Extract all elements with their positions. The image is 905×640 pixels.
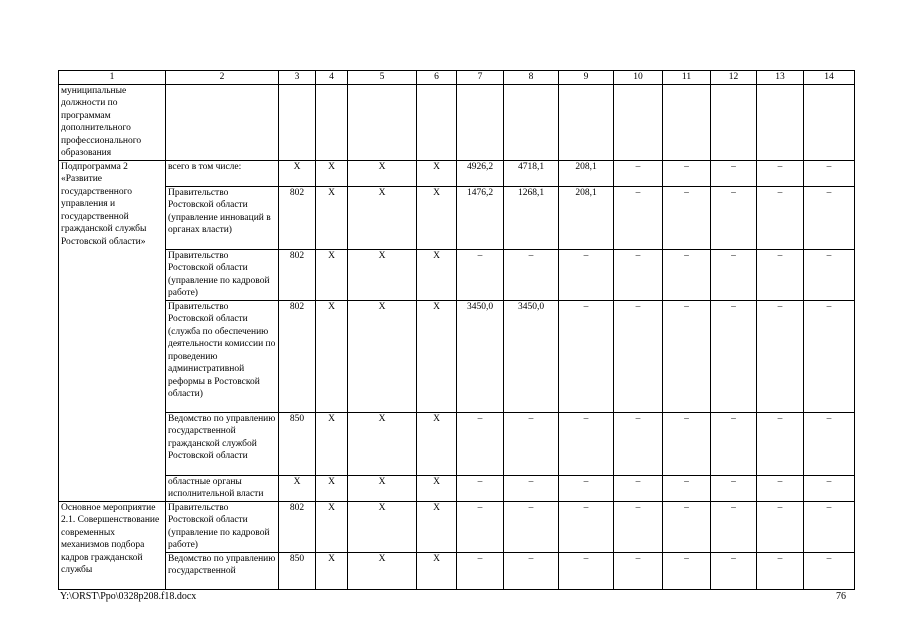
value-cell: X bbox=[417, 300, 457, 412]
value-cell: – bbox=[504, 501, 559, 552]
column-header: 8 bbox=[504, 71, 559, 85]
value-cell: – bbox=[504, 475, 559, 501]
value-cell: 802 bbox=[279, 186, 316, 249]
value-cell: X bbox=[348, 412, 417, 475]
page-number: 76 bbox=[836, 591, 846, 602]
value-cell: – bbox=[757, 552, 804, 589]
value-cell bbox=[316, 84, 348, 160]
value-cell: X bbox=[316, 300, 348, 412]
value-cell: – bbox=[504, 249, 559, 300]
value-cell: – bbox=[804, 552, 855, 589]
value-cell: 850 bbox=[279, 412, 316, 475]
value-cell: X bbox=[417, 501, 457, 552]
executor-cell: областные органы исполнительной власти bbox=[166, 475, 279, 501]
budget-table bbox=[58, 70, 855, 590]
value-cell: – bbox=[559, 501, 614, 552]
executor-cell: Ведомство по управлению государственной гражданской службой Ростовской области bbox=[166, 412, 279, 475]
value-cell: – bbox=[757, 475, 804, 501]
value-cell: – bbox=[711, 300, 757, 412]
value-cell: X bbox=[279, 475, 316, 501]
value-cell: – bbox=[757, 249, 804, 300]
value-cell bbox=[804, 84, 855, 160]
value-cell: 208,1 bbox=[559, 160, 614, 186]
value-cell: – bbox=[711, 412, 757, 475]
value-cell: – bbox=[663, 412, 711, 475]
column-header: 6 bbox=[417, 71, 457, 85]
executor-cell: Правительство Ростовской области (управление инноваций в органах власти) bbox=[166, 186, 279, 249]
value-cell: X bbox=[348, 475, 417, 501]
table-row bbox=[59, 475, 855, 501]
value-cell: – bbox=[711, 249, 757, 300]
value-cell: X bbox=[348, 552, 417, 589]
executor-cell: Ведомство по управлению государственной bbox=[166, 552, 279, 589]
value-cell: X bbox=[279, 160, 316, 186]
value-cell: – bbox=[614, 475, 663, 501]
table-row bbox=[59, 412, 855, 475]
value-cell: – bbox=[757, 186, 804, 249]
value-cell: – bbox=[804, 249, 855, 300]
program-name-cell: муниципальные должности по программам дополнительного профессионального образования bbox=[59, 84, 166, 160]
value-cell: 1268,1 bbox=[504, 186, 559, 249]
value-cell: – bbox=[663, 501, 711, 552]
value-cell: X bbox=[348, 186, 417, 249]
value-cell: – bbox=[757, 300, 804, 412]
value-cell: – bbox=[757, 412, 804, 475]
value-cell: – bbox=[457, 412, 504, 475]
value-cell bbox=[663, 84, 711, 160]
value-cell: X bbox=[348, 501, 417, 552]
document-path: Y:\ORST\Ppo\0328p208.f18.docx bbox=[60, 591, 197, 602]
value-cell: X bbox=[417, 412, 457, 475]
value-cell bbox=[279, 84, 316, 160]
column-header: 13 bbox=[757, 71, 804, 85]
value-cell: 208,1 bbox=[559, 186, 614, 249]
value-cell: X bbox=[417, 186, 457, 249]
value-cell: 4926,2 bbox=[457, 160, 504, 186]
value-cell: – bbox=[663, 475, 711, 501]
executor-cell: всего в том числе: bbox=[166, 160, 279, 186]
value-cell: – bbox=[804, 186, 855, 249]
value-cell: – bbox=[804, 160, 855, 186]
value-cell: 802 bbox=[279, 249, 316, 300]
value-cell: X bbox=[316, 501, 348, 552]
value-cell: X bbox=[316, 186, 348, 249]
value-cell: – bbox=[614, 552, 663, 589]
value-cell: X bbox=[348, 160, 417, 186]
value-cell: X bbox=[316, 552, 348, 589]
value-cell: – bbox=[504, 552, 559, 589]
value-cell: – bbox=[757, 501, 804, 552]
column-header: 7 bbox=[457, 71, 504, 85]
value-cell bbox=[757, 84, 804, 160]
executor-cell bbox=[166, 84, 279, 160]
value-cell: X bbox=[348, 300, 417, 412]
table-row bbox=[59, 249, 855, 300]
column-header: 2 bbox=[166, 71, 279, 85]
value-cell: – bbox=[457, 475, 504, 501]
value-cell: – bbox=[711, 501, 757, 552]
value-cell: – bbox=[804, 475, 855, 501]
value-cell bbox=[417, 84, 457, 160]
value-cell: – bbox=[663, 160, 711, 186]
executor-cell: Правительство Ростовской области (управление по кадровой работе) bbox=[166, 249, 279, 300]
value-cell: – bbox=[559, 552, 614, 589]
value-cell: – bbox=[663, 249, 711, 300]
value-cell: – bbox=[804, 412, 855, 475]
executor-cell: Правительство Ростовской области (служба по обеспечению деятельности комиссии по проведению административной реформы в Ростовской области) bbox=[166, 300, 279, 412]
column-number-row bbox=[59, 71, 855, 85]
value-cell: – bbox=[804, 300, 855, 412]
value-cell: 4718,1 bbox=[504, 160, 559, 186]
value-cell: – bbox=[804, 501, 855, 552]
value-cell: – bbox=[559, 412, 614, 475]
value-cell: – bbox=[614, 300, 663, 412]
subprogram-name-cell: Подпрограмма 2 «Развитие государственного управления и государственной гражданской службы Ростовской области» bbox=[59, 160, 166, 501]
value-cell bbox=[504, 84, 559, 160]
column-header: 14 bbox=[804, 71, 855, 85]
value-cell bbox=[457, 84, 504, 160]
value-cell: – bbox=[559, 300, 614, 412]
value-cell: – bbox=[614, 160, 663, 186]
value-cell: – bbox=[663, 186, 711, 249]
value-cell: 802 bbox=[279, 300, 316, 412]
value-cell: X bbox=[417, 552, 457, 589]
value-cell: X bbox=[316, 249, 348, 300]
value-cell: X bbox=[417, 249, 457, 300]
executor-cell: Правительство Ростовской области (управление по кадровой работе) bbox=[166, 501, 279, 552]
measure-name-cell: Основное мероприятие 2.1. Совершенствование современных механизмов подбора кадров гражданской службы bbox=[59, 501, 166, 589]
value-cell: X bbox=[316, 475, 348, 501]
table-row bbox=[59, 160, 855, 186]
value-cell: – bbox=[711, 552, 757, 589]
value-cell: – bbox=[614, 186, 663, 249]
value-cell: X bbox=[316, 412, 348, 475]
table-row bbox=[59, 84, 855, 160]
value-cell: – bbox=[711, 475, 757, 501]
value-cell: – bbox=[457, 249, 504, 300]
value-cell: – bbox=[457, 552, 504, 589]
value-cell: – bbox=[711, 186, 757, 249]
column-header: 10 bbox=[614, 71, 663, 85]
column-header: 11 bbox=[663, 71, 711, 85]
value-cell bbox=[711, 84, 757, 160]
value-cell: – bbox=[757, 160, 804, 186]
column-header: 1 bbox=[59, 71, 166, 85]
table-row bbox=[59, 300, 855, 412]
value-cell: – bbox=[614, 412, 663, 475]
value-cell bbox=[614, 84, 663, 160]
value-cell: – bbox=[614, 249, 663, 300]
column-header: 3 bbox=[279, 71, 316, 85]
table-row bbox=[59, 501, 855, 552]
value-cell: 850 bbox=[279, 552, 316, 589]
value-cell bbox=[559, 84, 614, 160]
value-cell: X bbox=[316, 160, 348, 186]
value-cell: – bbox=[663, 300, 711, 412]
value-cell: – bbox=[559, 249, 614, 300]
value-cell bbox=[348, 84, 417, 160]
value-cell: 802 bbox=[279, 501, 316, 552]
value-cell: – bbox=[559, 475, 614, 501]
value-cell: – bbox=[504, 412, 559, 475]
column-header: 5 bbox=[348, 71, 417, 85]
table-row bbox=[59, 552, 855, 589]
column-header: 12 bbox=[711, 71, 757, 85]
value-cell: X bbox=[417, 475, 457, 501]
table-row bbox=[59, 186, 855, 249]
column-header: 9 bbox=[559, 71, 614, 85]
value-cell: – bbox=[614, 501, 663, 552]
value-cell: X bbox=[417, 160, 457, 186]
value-cell: 1476,2 bbox=[457, 186, 504, 249]
value-cell: – bbox=[663, 552, 711, 589]
value-cell: 3450,0 bbox=[457, 300, 504, 412]
value-cell: – bbox=[457, 501, 504, 552]
value-cell: X bbox=[348, 249, 417, 300]
column-header: 4 bbox=[316, 71, 348, 85]
value-cell: 3450,0 bbox=[504, 300, 559, 412]
value-cell: – bbox=[711, 160, 757, 186]
